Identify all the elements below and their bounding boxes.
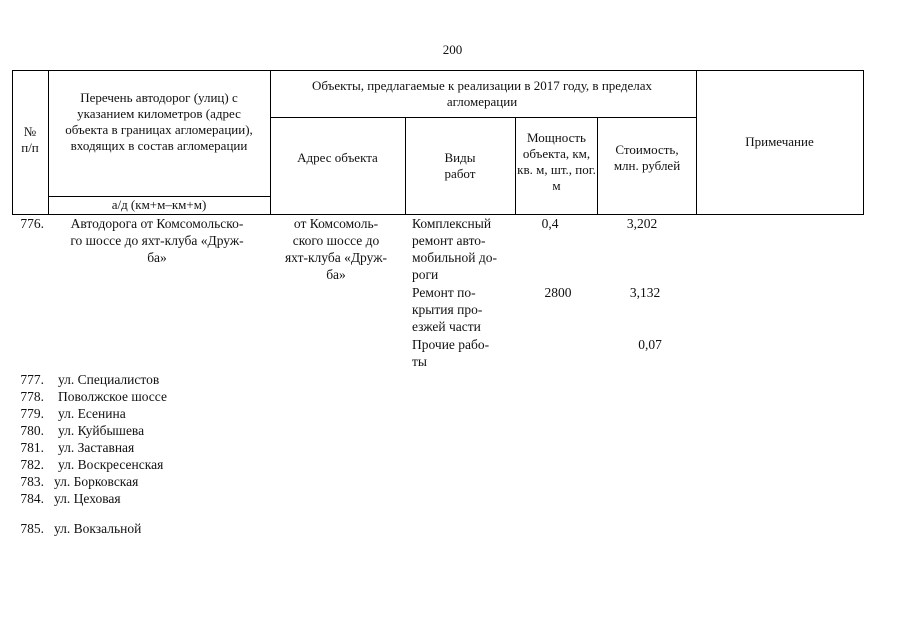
header-roads-sub: а/д (км+м–км+м) <box>111 197 207 212</box>
cost-value: 3,202 <box>626 216 658 231</box>
work-type-line: Комплексный <box>412 216 492 231</box>
work-type-line: Ремонт по- <box>412 285 476 300</box>
street-name: Поволжское шоссе <box>58 389 167 404</box>
header-works: Виды работ <box>444 150 476 181</box>
row-number: 785. <box>20 521 44 536</box>
street-name: ул. Есенина <box>58 406 126 421</box>
street-name: ул. Цеховая <box>54 491 121 506</box>
work-type-line: роги <box>412 267 439 282</box>
row-number: 781. <box>20 440 44 455</box>
road-name-line: ба» <box>147 250 167 265</box>
capacity-value: 2800 <box>544 285 572 300</box>
work-type-line: крытия про- <box>412 302 483 317</box>
road-name-line: Автодорога от Комсомольско- <box>70 216 244 231</box>
header-note: Примечание <box>745 134 814 149</box>
header-roads: Перечень автодорог (улиц) с указанием километров (адрес объекта в границах агломерации), входящих в состав агломерации <box>65 90 253 153</box>
street-name: ул. Вокзальной <box>54 521 142 536</box>
road-name-line: го шоссе до яхт-клуба «Друж- <box>70 233 244 248</box>
street-name: ул. Куйбышева <box>58 423 145 438</box>
address-line: ского шоссе до <box>292 233 380 248</box>
street-name: ул. Воскресенская <box>58 457 164 472</box>
street-name: ул. Заставная <box>58 440 135 455</box>
page-number: 200 <box>442 42 463 57</box>
row-number: 777. <box>20 372 44 387</box>
row-number: 776. <box>20 216 44 231</box>
row-number: 779. <box>20 406 44 421</box>
header-capacity: Мощность объекта, км, кв. м, шт., пог. м <box>517 130 596 193</box>
cost-value: 0,07 <box>638 337 662 352</box>
header-address: Адрес объекта <box>297 150 378 165</box>
address-line: от Комсомоль- <box>293 216 379 231</box>
address-line: ба» <box>326 267 346 282</box>
header-number: № п/п <box>21 124 39 155</box>
row-number: 783. <box>20 474 44 489</box>
address-line: яхт-клуба «Друж- <box>284 250 388 265</box>
table-header <box>12 70 864 215</box>
work-type-line: мобильной до- <box>412 250 497 265</box>
capacity-value: 0,4 <box>541 216 559 231</box>
cost-value: 3,132 <box>629 285 661 300</box>
header-objects: Объекты, предлагаемые к реализации в 2017 году, в пределах агломерации <box>311 78 653 109</box>
work-type-line: ремонт авто- <box>412 233 486 248</box>
work-type-line: ты <box>412 354 427 369</box>
row-number: 784. <box>20 491 44 506</box>
row-number: 778. <box>20 389 44 404</box>
street-name: ул. Специалистов <box>58 372 160 387</box>
row-number: 780. <box>20 423 44 438</box>
street-name: ул. Борковская <box>54 474 139 489</box>
work-type-line: Прочие рабо- <box>412 337 490 352</box>
header-cost: Стоимость, млн. рублей <box>613 142 681 173</box>
work-type-line: езжей части <box>412 319 481 334</box>
row-number: 782. <box>20 457 44 472</box>
